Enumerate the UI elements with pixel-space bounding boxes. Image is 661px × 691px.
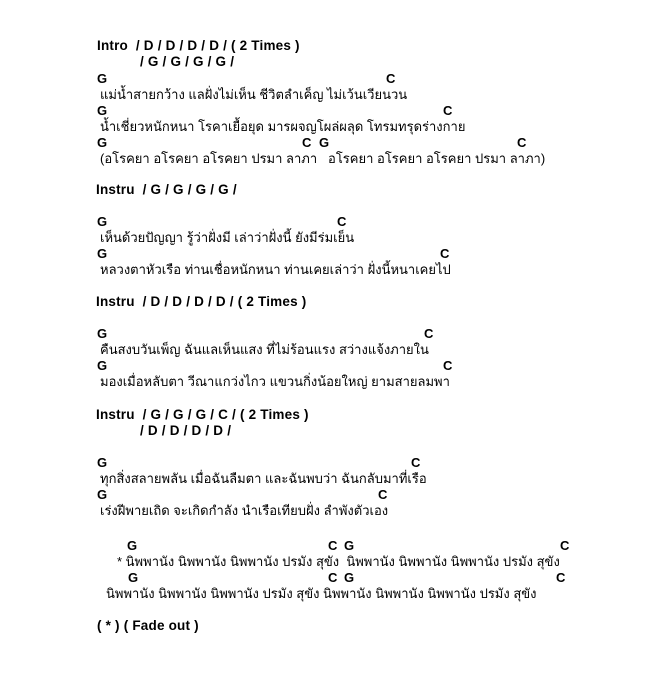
chord-g: G <box>128 570 139 585</box>
intro-heading-line2: / G / G / G / G / <box>140 54 235 69</box>
chord-g: G <box>97 455 108 470</box>
instru-heading-3: Instru / G / G / G / C / ( 2 Times ) <box>96 407 309 422</box>
chord-c: C <box>424 326 434 341</box>
chord-g: G <box>97 326 108 341</box>
chord-g: G <box>127 538 138 553</box>
chord-g: G <box>97 71 108 86</box>
lyric-line: มองเมื่อหลับตา วีณาแกว่งไกว แขวนกิ่งน้อยใหญ่ ยามสายลมพา <box>100 374 450 389</box>
chord-g: G <box>97 487 108 502</box>
lyric-line: หลวงตาหัวเรือ ท่านเชื่อหนักหนา ท่านเคยเล่าว่า ฝั่งนี้หนาเคยไป <box>100 262 451 277</box>
chord-g: G <box>97 214 108 229</box>
lyric-line: (อโรคยา อโรคยา อโรคยา ปรมา ลาภา อโรคยา อโรคยา อโรคยา ปรมา ลาภา) <box>100 151 546 166</box>
chord-c: C <box>443 358 453 373</box>
chord-g: G <box>97 135 108 150</box>
chord-g: G <box>344 570 355 585</box>
lyric-line: เร่งฝีพายเถิด จะเกิดกำลัง นำเรือเทียบฝั่ง ลำพังตัวเอง <box>100 503 389 518</box>
chord-c: C <box>328 538 338 553</box>
instru-heading-2: Instru / D / D / D / D / ( 2 Times ) <box>96 294 307 309</box>
chord-c: C <box>440 246 450 261</box>
chord-c: C <box>386 71 396 86</box>
lyric-line: * นิพพานัง นิพพานัง นิพพานัง ปรมัง สุขัง นิพพานัง นิพพานัง นิพพานัง ปรมัง สุขัง <box>117 554 560 569</box>
chord-c: C <box>337 214 347 229</box>
chord-c: C <box>560 538 570 553</box>
chord-c: C <box>302 135 312 150</box>
fade-out-note: ( * ) ( Fade out ) <box>97 618 199 633</box>
chord-g: G <box>319 135 330 150</box>
chord-c: C <box>328 570 338 585</box>
lyric-line: ทุกสิ่งสลายพลัน เมื่อฉันลืมตา และฉันพบว่า ฉันกลับมาที่เรือ <box>100 471 427 486</box>
instru-heading-1: Instru / G / G / G / G / <box>96 182 237 197</box>
lyric-line: คืนสงบวันเพ็ญ ฉันแลเห็นแสง ที่ไม่ร้อนแรง สว่างแจ้งภายใน <box>100 342 429 357</box>
chord-c: C <box>443 103 453 118</box>
chord-g: G <box>97 246 108 261</box>
chord-c: C <box>378 487 388 502</box>
chord-g: G <box>97 103 108 118</box>
lyric-line: เห็นด้วยปัญญา รู้ว่าฝั่งมี เล่าว่าฝั่งนี้ ยังมีร่มเย็น <box>100 230 355 245</box>
chord-c: C <box>411 455 421 470</box>
chord-c: C <box>517 135 527 150</box>
chord-g: G <box>97 358 108 373</box>
lyric-line: น้ำเชี่ยวหนักหนา โรคาเยื้อยุด มารผจญโผล่ผลุด โทรมทรุดร่างกาย <box>100 119 466 134</box>
chord-g: G <box>344 538 355 553</box>
lyric-line: แม่น้ำสายกว้าง แลฝั่งไม่เห็น ชีวิตลำเค็ญ ไม่เว้นเวียนวน <box>100 87 408 102</box>
instru-heading-3-line2: / D / D / D / D / <box>140 423 232 438</box>
lyric-line: นิพพานัง นิพพานัง นิพพานัง ปรมัง สุขัง นิพพานัง นิพพานัง นิพพานัง ปรมัง สุขัง <box>106 586 537 601</box>
intro-heading: Intro / D / D / D / D / ( 2 Times ) <box>97 38 300 53</box>
chord-c: C <box>556 570 566 585</box>
